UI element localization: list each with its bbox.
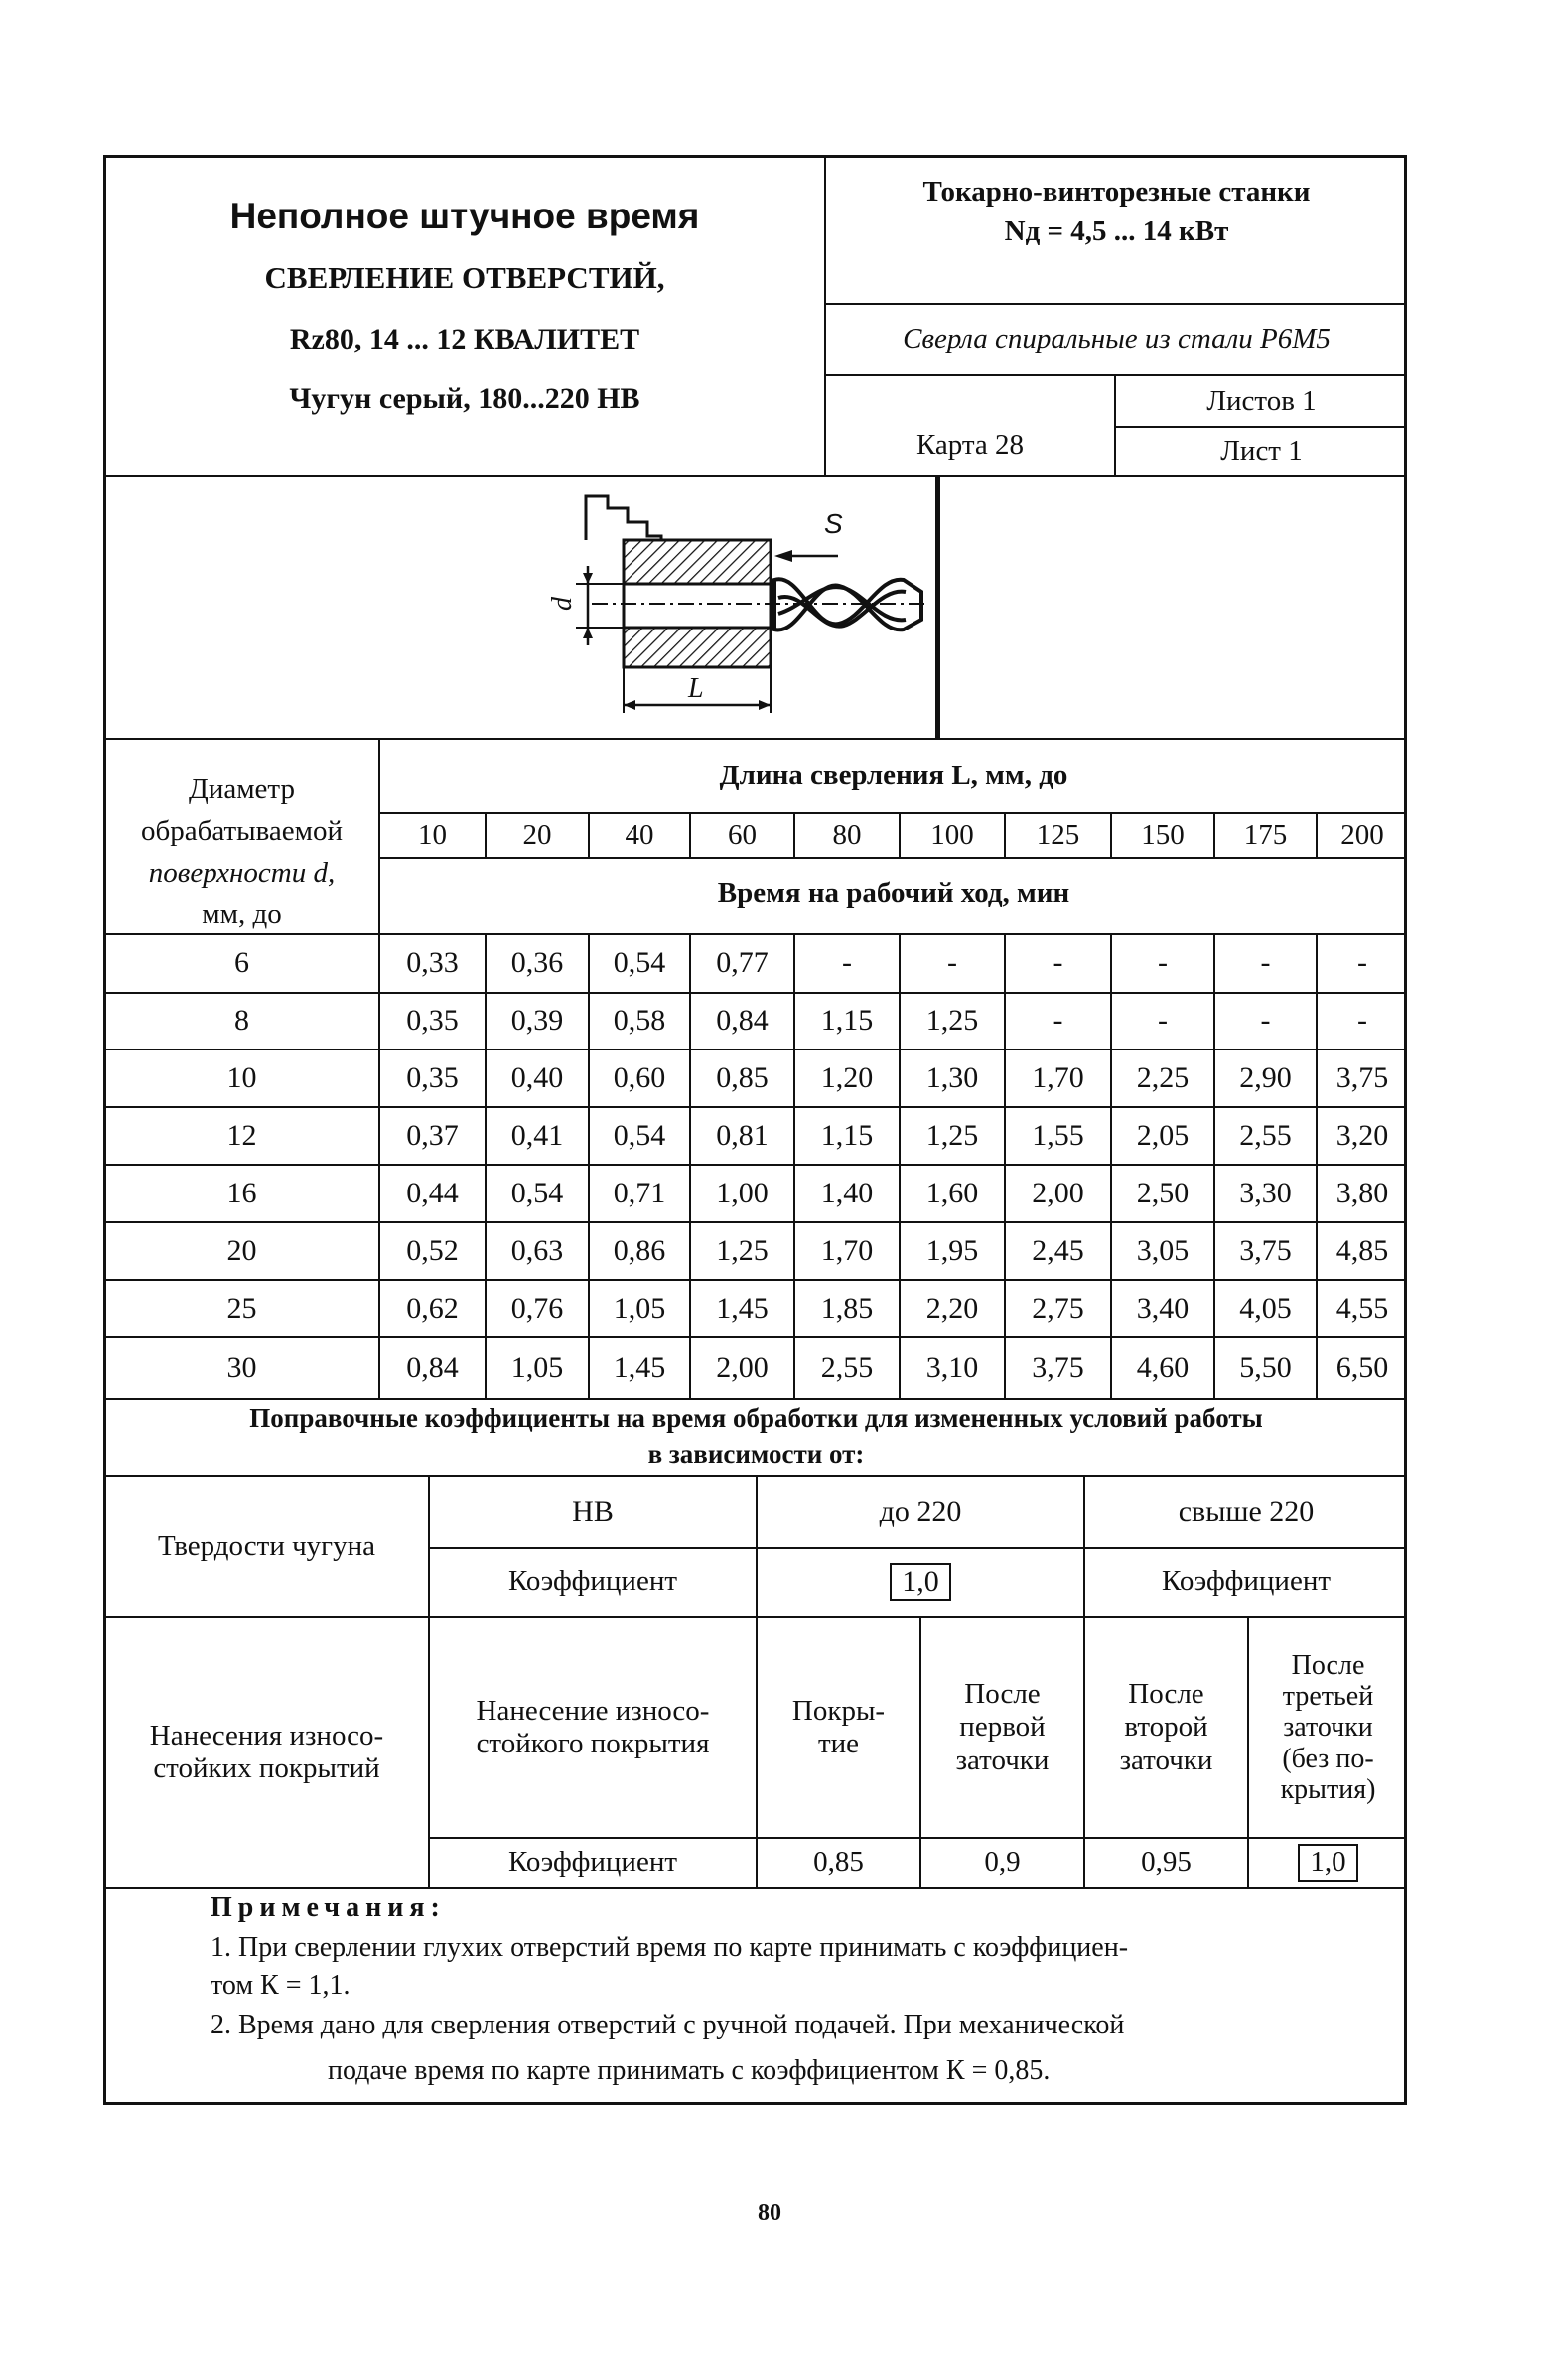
time-cell: 2,05 bbox=[1136, 1118, 1190, 1152]
header-operation: СВЕРЛЕНИЕ ОТВЕРСТИЙ, bbox=[264, 260, 665, 296]
table-top-line bbox=[103, 738, 1407, 740]
length-col-divider bbox=[588, 812, 590, 857]
time-cell: 0,86 bbox=[613, 1233, 666, 1267]
diameter-cell: 12 bbox=[226, 1118, 257, 1152]
time-cell: 1,45 bbox=[613, 1350, 666, 1384]
time-cell: - bbox=[1260, 1004, 1271, 1038]
coating-col-4 bbox=[1249, 1618, 1407, 1837]
time-cell: 0,44 bbox=[406, 1176, 459, 1209]
diameter-cell: 20 bbox=[226, 1233, 257, 1267]
time-cell: 1,70 bbox=[1032, 1060, 1084, 1094]
time-header: Время на рабочий ход, мин bbox=[717, 877, 1070, 910]
length-col-header: 150 bbox=[1141, 818, 1185, 851]
note-1-line-2: том К = 1,1. bbox=[211, 1970, 351, 2001]
diameter-header-3: поверхности d, bbox=[148, 857, 336, 890]
time-cell: 0,60 bbox=[613, 1060, 666, 1094]
time-cell: 2,50 bbox=[1136, 1176, 1190, 1209]
time-cell: - bbox=[1053, 1004, 1063, 1038]
length-col-divider bbox=[1110, 812, 1112, 857]
diameter-header-1: Диаметр bbox=[189, 773, 295, 806]
coating-label-2: стойких покрытий bbox=[153, 1752, 380, 1784]
coating-col-3 bbox=[1085, 1618, 1247, 1837]
hardness-coef-cell bbox=[758, 1549, 1083, 1614]
time-cell: 0,84 bbox=[406, 1350, 459, 1384]
time-cell: 0,33 bbox=[406, 946, 459, 980]
time-cell: 1,05 bbox=[613, 1291, 666, 1325]
time-cell: 1,15 bbox=[820, 1004, 874, 1038]
hardness-coef-label: Коэффициент bbox=[507, 1565, 678, 1598]
time-cell: - bbox=[1053, 946, 1063, 980]
time-cell: 0,37 bbox=[406, 1118, 459, 1152]
time-cell: 3,20 bbox=[1335, 1118, 1389, 1152]
coating-label-1: Нанесения износо- bbox=[149, 1719, 384, 1751]
length-col-divider bbox=[485, 812, 487, 857]
time-cell: 1,95 bbox=[925, 1233, 979, 1267]
hardness-coef-value: 1,0 bbox=[890, 1563, 951, 1602]
time-cell: 4,55 bbox=[1335, 1291, 1389, 1325]
header-material: Чугун серый, 180...220 НВ bbox=[289, 381, 640, 415]
time-cell: 6,50 bbox=[1335, 1350, 1389, 1384]
length-col-header: 60 bbox=[728, 818, 757, 851]
time-cell: 1,00 bbox=[716, 1176, 769, 1209]
time-cell: 0,35 bbox=[406, 1060, 459, 1094]
time-cell: 4,60 bbox=[1136, 1350, 1190, 1384]
coating-col-4-line-2: третьей bbox=[1282, 1680, 1374, 1712]
coating-col-1-line-2: тие bbox=[817, 1728, 860, 1759]
diameter-cell: 8 bbox=[234, 1004, 249, 1038]
length-col-header: 80 bbox=[832, 818, 862, 851]
coating-col-3-line-3: заточки bbox=[1119, 1744, 1213, 1776]
time-cell: 3,75 bbox=[1032, 1350, 1084, 1384]
corrections-title-2: в зависимости от: bbox=[647, 1439, 865, 1470]
time-cell: 2,55 bbox=[820, 1350, 874, 1384]
diameter-cell: 16 bbox=[226, 1176, 257, 1209]
length-label: L bbox=[688, 673, 704, 704]
time-cell: 2,20 bbox=[925, 1291, 979, 1325]
time-cell: 2,00 bbox=[716, 1350, 769, 1384]
time-cell: 0,84 bbox=[716, 1004, 769, 1038]
time-cell: 0,71 bbox=[613, 1176, 666, 1209]
tool-label: Сверла спиральные из стали Р6М5 bbox=[903, 323, 1331, 355]
hardness-label: Твердости чугуна bbox=[158, 1530, 375, 1563]
length-col-divider bbox=[793, 812, 795, 857]
time-cell: 4,05 bbox=[1239, 1291, 1292, 1325]
time-cell: 0,39 bbox=[510, 1004, 564, 1038]
coating-col-4-line-4: (без по- bbox=[1282, 1743, 1374, 1774]
time-cell: 2,90 bbox=[1239, 1060, 1292, 1094]
upto-220: до 220 bbox=[879, 1494, 962, 1528]
coating-col-2-line-3: заточки bbox=[955, 1744, 1050, 1776]
time-cell: - bbox=[1357, 1004, 1367, 1038]
diameter-cell: 30 bbox=[226, 1350, 257, 1384]
length-col-divider bbox=[1213, 812, 1215, 857]
length-col-header: 40 bbox=[625, 818, 654, 851]
over-220: свыше 220 bbox=[1178, 1494, 1315, 1528]
length-col-divider bbox=[689, 812, 691, 857]
time-cell: - bbox=[1158, 1004, 1168, 1038]
length-col-divider bbox=[1316, 812, 1318, 857]
length-col-header: 20 bbox=[522, 818, 552, 851]
coating-coef-4-cell bbox=[1249, 1839, 1407, 1887]
sheet-number: Лист 1 bbox=[1220, 434, 1303, 467]
time-cell: 0,36 bbox=[510, 946, 564, 980]
machine-line1: Токарно-винторезные станки bbox=[922, 176, 1311, 209]
note-1-line-1: 1. При сверлении глухих отверстий время по карте принимать с коэффициен- bbox=[211, 1932, 1129, 1963]
header-title: Неполное штучное время bbox=[229, 195, 700, 236]
coating-col-2-line-2: первой bbox=[959, 1711, 1046, 1744]
coating-col-3-line-1: После bbox=[1128, 1677, 1204, 1710]
sheets-total: Листов 1 bbox=[1206, 385, 1317, 418]
diameter-label: d bbox=[547, 597, 578, 611]
time-cell: 0,41 bbox=[510, 1118, 564, 1152]
length-col-divider bbox=[1004, 812, 1006, 857]
feed-label: S bbox=[824, 508, 843, 539]
time-cell: 3,80 bbox=[1335, 1176, 1389, 1209]
time-cell: 1,15 bbox=[820, 1118, 874, 1152]
time-cell: - bbox=[1158, 946, 1168, 980]
time-cell: - bbox=[1260, 946, 1271, 980]
time-cell: 3,05 bbox=[1136, 1233, 1190, 1267]
diameter-cell: 6 bbox=[234, 946, 249, 980]
time-cell: 0,52 bbox=[406, 1233, 459, 1267]
page-number: 80 bbox=[758, 2200, 781, 2227]
time-cell: 1,60 bbox=[925, 1176, 979, 1209]
time-cell: 0,54 bbox=[613, 1118, 666, 1152]
time-cell: 1,55 bbox=[1032, 1118, 1084, 1152]
coating-label bbox=[105, 1618, 428, 1887]
sketch-vertical-bar bbox=[935, 475, 940, 738]
time-cell: 2,55 bbox=[1239, 1118, 1292, 1152]
drilling-sketch bbox=[536, 481, 933, 735]
coating-sub-2: стойкого покрытия bbox=[476, 1728, 710, 1759]
coating-col-2 bbox=[921, 1618, 1083, 1837]
coating-col-2-line-1: После bbox=[964, 1677, 1041, 1710]
time-cell: 1,70 bbox=[820, 1233, 874, 1267]
length-header: Длина сверления L, мм, до bbox=[719, 760, 1068, 792]
coating-coef-4: 1,0 bbox=[1298, 1844, 1357, 1881]
coating-sub-label bbox=[430, 1618, 756, 1837]
notes-heading: Примечания: bbox=[211, 1892, 446, 1923]
time-cell: 5,50 bbox=[1239, 1350, 1292, 1384]
time-cell: 0,85 bbox=[716, 1060, 769, 1094]
time-cell: 1,25 bbox=[925, 1118, 979, 1152]
time-cell: 0,35 bbox=[406, 1004, 459, 1038]
coating-col-3-line-2: второй bbox=[1124, 1711, 1208, 1744]
length-col-header: 100 bbox=[930, 818, 974, 851]
diameter-header-2: обрабатываемой bbox=[140, 815, 344, 848]
coating-col-4-line-1: После bbox=[1291, 1649, 1365, 1681]
note-2-line-2: подаче время по карте принимать с коэффициентом К = 0,85. bbox=[328, 2055, 1051, 2086]
note-2-line-1: 2. Время дано для сверления отверстий с ручной подачей. При механической bbox=[211, 2010, 1125, 2040]
length-col-header: 200 bbox=[1340, 818, 1384, 851]
time-cell: 2,25 bbox=[1136, 1060, 1190, 1094]
time-cell: 2,45 bbox=[1032, 1233, 1084, 1267]
time-cell: 3,10 bbox=[925, 1350, 979, 1384]
diameter-cell: 10 bbox=[226, 1060, 257, 1094]
coating-coef-3: 0,95 bbox=[1141, 1846, 1192, 1879]
length-col-header: 125 bbox=[1036, 818, 1080, 851]
corrections-title-1: Поправочные коэффициенты на время обработки для измененных условий работы bbox=[249, 1403, 1263, 1434]
card-number: Карта 28 bbox=[915, 429, 1025, 462]
header-divider bbox=[103, 475, 1407, 477]
time-cell: 4,85 bbox=[1335, 1233, 1389, 1267]
coating-col-4-line-3: заточки bbox=[1283, 1712, 1373, 1744]
time-cell: 0,54 bbox=[613, 946, 666, 980]
time-cell: 1,30 bbox=[925, 1060, 979, 1094]
header-accuracy: Rz80, 14 ... 12 КВАЛИТЕТ bbox=[289, 322, 640, 355]
time-cell: - bbox=[842, 946, 852, 980]
hb-label: НВ bbox=[572, 1494, 614, 1528]
time-cell: 1,25 bbox=[925, 1004, 979, 1038]
time-cell: 2,75 bbox=[1032, 1291, 1084, 1325]
length-col-header: 10 bbox=[418, 818, 447, 851]
hardness-coef-label-2: Коэффициент bbox=[1161, 1565, 1332, 1598]
time-cell: 0,58 bbox=[613, 1004, 666, 1038]
time-cell: 1,40 bbox=[820, 1176, 874, 1209]
machine-line2: Nд = 4,5 ... 14 кВт bbox=[1004, 215, 1229, 248]
time-cell: 0,40 bbox=[510, 1060, 564, 1094]
time-cell: 3,75 bbox=[1239, 1233, 1292, 1267]
diameter-header-4: мм, до bbox=[202, 899, 282, 931]
time-cell: 0,54 bbox=[510, 1176, 564, 1209]
time-cell: - bbox=[947, 946, 957, 980]
coating-col-4-line-5: крытия) bbox=[1280, 1774, 1376, 1806]
coating-coef-label: Коэффициент bbox=[507, 1846, 678, 1879]
coating-sub-1: Нанесение износо- bbox=[476, 1694, 710, 1727]
notes-top-line bbox=[103, 1887, 1407, 1889]
time-cell: 1,25 bbox=[716, 1233, 769, 1267]
time-cell: 1,20 bbox=[820, 1060, 874, 1094]
time-cell: 0,62 bbox=[406, 1291, 459, 1325]
coating-col-1 bbox=[758, 1618, 919, 1837]
time-cell: 0,81 bbox=[716, 1118, 769, 1152]
time-cell: 3,75 bbox=[1335, 1060, 1389, 1094]
time-cell: 1,45 bbox=[716, 1291, 769, 1325]
coating-coef-1: 0,85 bbox=[813, 1846, 864, 1879]
diameter-cell: 25 bbox=[226, 1291, 257, 1325]
length-col-header: 175 bbox=[1243, 818, 1288, 851]
time-cell: 1,05 bbox=[510, 1350, 564, 1384]
length-col-divider bbox=[899, 812, 901, 857]
time-cell: 3,30 bbox=[1239, 1176, 1292, 1209]
time-cell: 0,77 bbox=[716, 946, 769, 980]
coating-col-1-line-1: Покры- bbox=[791, 1694, 886, 1727]
time-cell: 3,40 bbox=[1136, 1291, 1190, 1325]
time-cell: 1,85 bbox=[820, 1291, 874, 1325]
coating-coef-2: 0,9 bbox=[984, 1846, 1021, 1879]
time-cell: - bbox=[1357, 946, 1367, 980]
time-cell: 0,76 bbox=[510, 1291, 564, 1325]
time-cell: 0,63 bbox=[510, 1233, 564, 1267]
time-cell: 2,00 bbox=[1032, 1176, 1084, 1209]
